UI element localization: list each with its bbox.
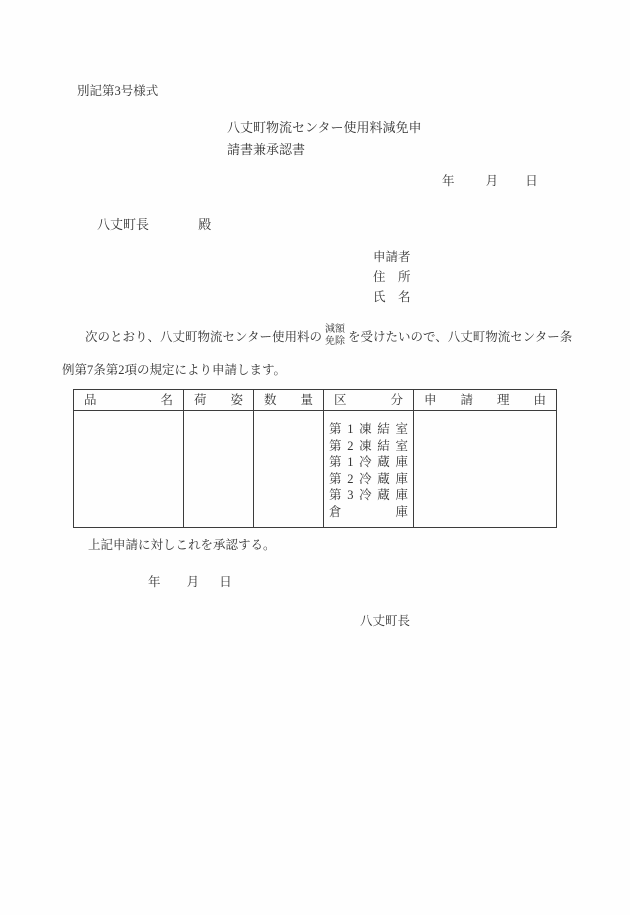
approval-day-label: 日 — [219, 575, 232, 589]
division-option-6: 倉 庫 — [329, 504, 408, 519]
application-table — [73, 389, 557, 528]
reduction-exemption-options — [325, 324, 345, 347]
option-exemption: 免除 — [325, 335, 346, 347]
table-body-row — [74, 411, 557, 528]
applicant-address-label: 住 所 — [373, 270, 411, 284]
header-packing-style: 荷 姿 — [184, 390, 254, 411]
option-reduction: 減額 — [325, 324, 346, 335]
table-header-row — [74, 390, 557, 411]
approval-month-label: 月 — [186, 575, 200, 589]
applicant-heading: 申請者 — [373, 250, 411, 264]
addressee-name: 八丈町長 — [97, 217, 150, 232]
document-title-line2: 請書兼承認書 — [227, 142, 306, 157]
document-title-line1: 八丈町物流センター使用料減免申 — [227, 120, 422, 135]
approval-date-line — [148, 572, 232, 590]
addressee-honorific: 殿 — [198, 217, 212, 232]
division-option-1: 第 1 凍 結 室 — [329, 422, 408, 436]
division-option-4: 第 2 冷 蔵 庫 — [329, 471, 408, 486]
form-number-label: 別記第3号様式 — [77, 84, 159, 98]
application-month-label: 月 — [485, 174, 499, 188]
division-option-3: 第 1 冷 蔵 庫 — [329, 455, 408, 469]
application-year-label: 年 — [442, 174, 455, 188]
applicant-block — [373, 247, 411, 307]
division-option-5: 第 3 冷 蔵 庫 — [329, 488, 408, 502]
cell-quantity — [254, 411, 324, 528]
cell-packing-style — [184, 411, 254, 528]
applicant-name-label: 氏 名 — [373, 290, 411, 304]
body-text-line1 — [85, 324, 572, 347]
cell-application-reason — [414, 411, 557, 528]
header-item-name: 品 名 — [74, 390, 184, 411]
approver-title: 八丈町長 — [360, 614, 411, 628]
addressee-line — [97, 214, 211, 233]
document-title — [227, 117, 421, 161]
division-options-list — [324, 411, 413, 520]
header-quantity: 数 量 — [254, 390, 324, 411]
application-date-line — [442, 171, 538, 189]
body-text-after-options: を受けたいので、八丈町物流センター条 — [348, 329, 573, 344]
body-text-before-options: 次のとおり、八丈町物流センター使用料の — [85, 329, 323, 344]
body-text-line2: 例第7条第2項の規定により申請します。 — [62, 363, 287, 377]
header-application-reason: 申 請 理 由 — [414, 390, 557, 411]
division-option-2: 第 2 凍 結 室 — [329, 438, 408, 453]
cell-item-name — [74, 411, 184, 528]
application-day-label: 日 — [525, 174, 538, 188]
approval-year-label: 年 — [148, 575, 161, 589]
cell-division — [324, 411, 414, 528]
approval-sentence: 上記申請に対しこれを承認する。 — [88, 538, 276, 552]
header-division: 区 分 — [324, 390, 414, 411]
